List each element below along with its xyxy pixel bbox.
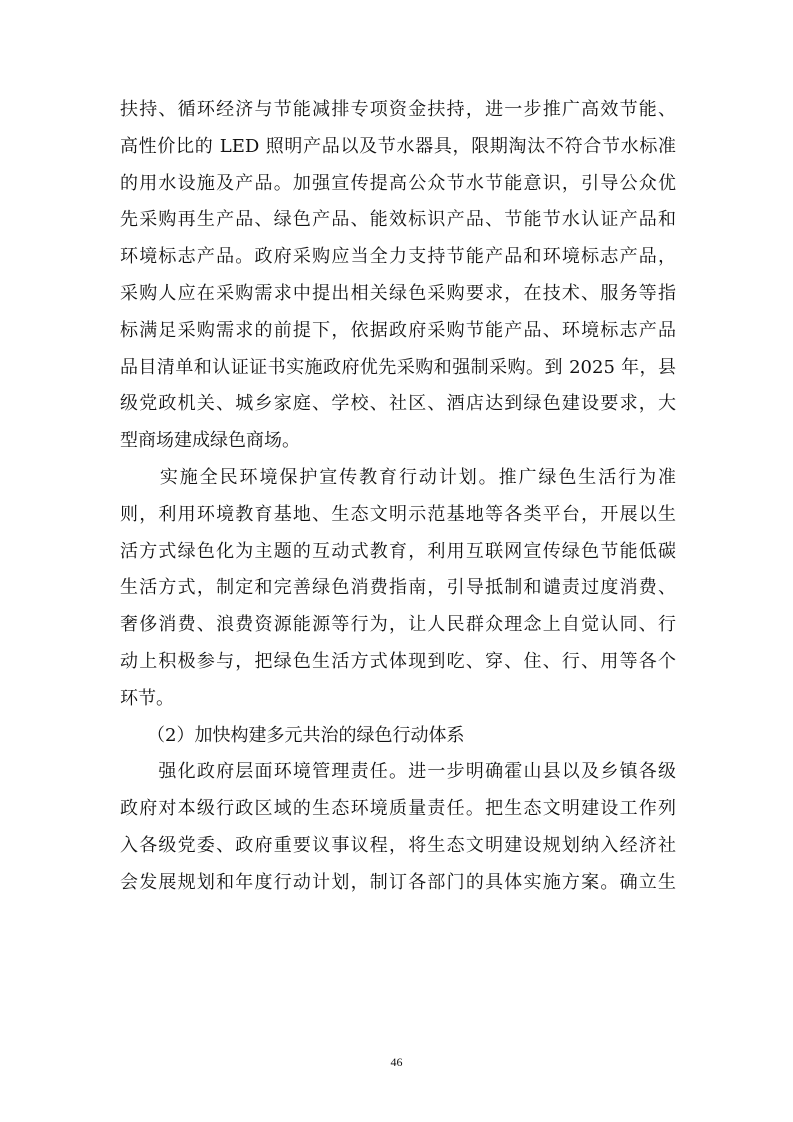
text-line: 强化政府层面环境管理责任。进一步明确霍山县以及乡镇各级 [120,761,676,783]
text-line: 环境标志产品。政府采购应当全力支持节能产品和环境标志产品， [120,246,676,268]
section-heading: （2）加快构建多元共治的绿色行动体系 [120,724,465,746]
text-line: 动上积极参与，把绿色生活方式体现到吃、穿、住、行、用等各个 [120,650,676,672]
text-line: 高性价比的 LED 照明产品以及节水器具，限期淘汰不符合节水标准 [120,135,676,157]
text-line: 生活方式，制定和完善绿色消费指南，引导抵制和谴责过度消费、 [120,577,676,599]
text-line: 型商场建成绿色商场。 [120,430,300,452]
text-line: 奢侈消费、浪费资源能源等行为，让人民群众理念上自觉认同、行 [120,614,676,636]
text-line: 环节。 [120,687,174,709]
page-number: 46 [390,1055,403,1069]
text-line: 则，利用环境教育基地、生态文明示范基地等各类平台，开展以生 [120,503,676,525]
text-line: 活方式绿色化为主题的互动式教育，利用互联网宣传绿色节能低碳 [120,540,676,562]
text-line: 品目清单和认证证书实施政府优先采购和强制采购。到 2025 年，县 [120,356,676,378]
text-line: 标满足采购需求的前提下，依据政府采购节能产品、环境标志产品 [120,319,676,341]
body-text [120,92,676,902]
text-line: 的用水设施及产品。加强宣传提高公众节水节能意识，引导公众优 [120,172,676,194]
text-line: 采购人应在采购需求中提出相关绿色采购要求，在技术、服务等指 [120,282,676,304]
text-line: 先采购再生产品、绿色产品、能效标识产品、节能节水认证产品和 [120,209,676,231]
text-line: 扶持、循环经济与节能减排专项资金扶持，进一步推广高效节能、 [120,99,676,120]
text-line: 入各级党委、政府重要议事议程，将生态文明建设规划纳入经济社 [120,834,676,856]
text-line: 会发展规划和年度行动计划，制订各部门的具体实施方案。确立生 [120,871,676,893]
text-line: 政府对本级行政区域的生态环境质量责任。把生态文明建设工作列 [120,798,676,820]
text-line: 级党政机关、城乡家庭、学校、社区、酒店达到绿色建设要求，大 [120,393,676,415]
text-line: 实施全民环境保护宣传教育行动计划。推广绿色生活行为准 [120,466,676,488]
